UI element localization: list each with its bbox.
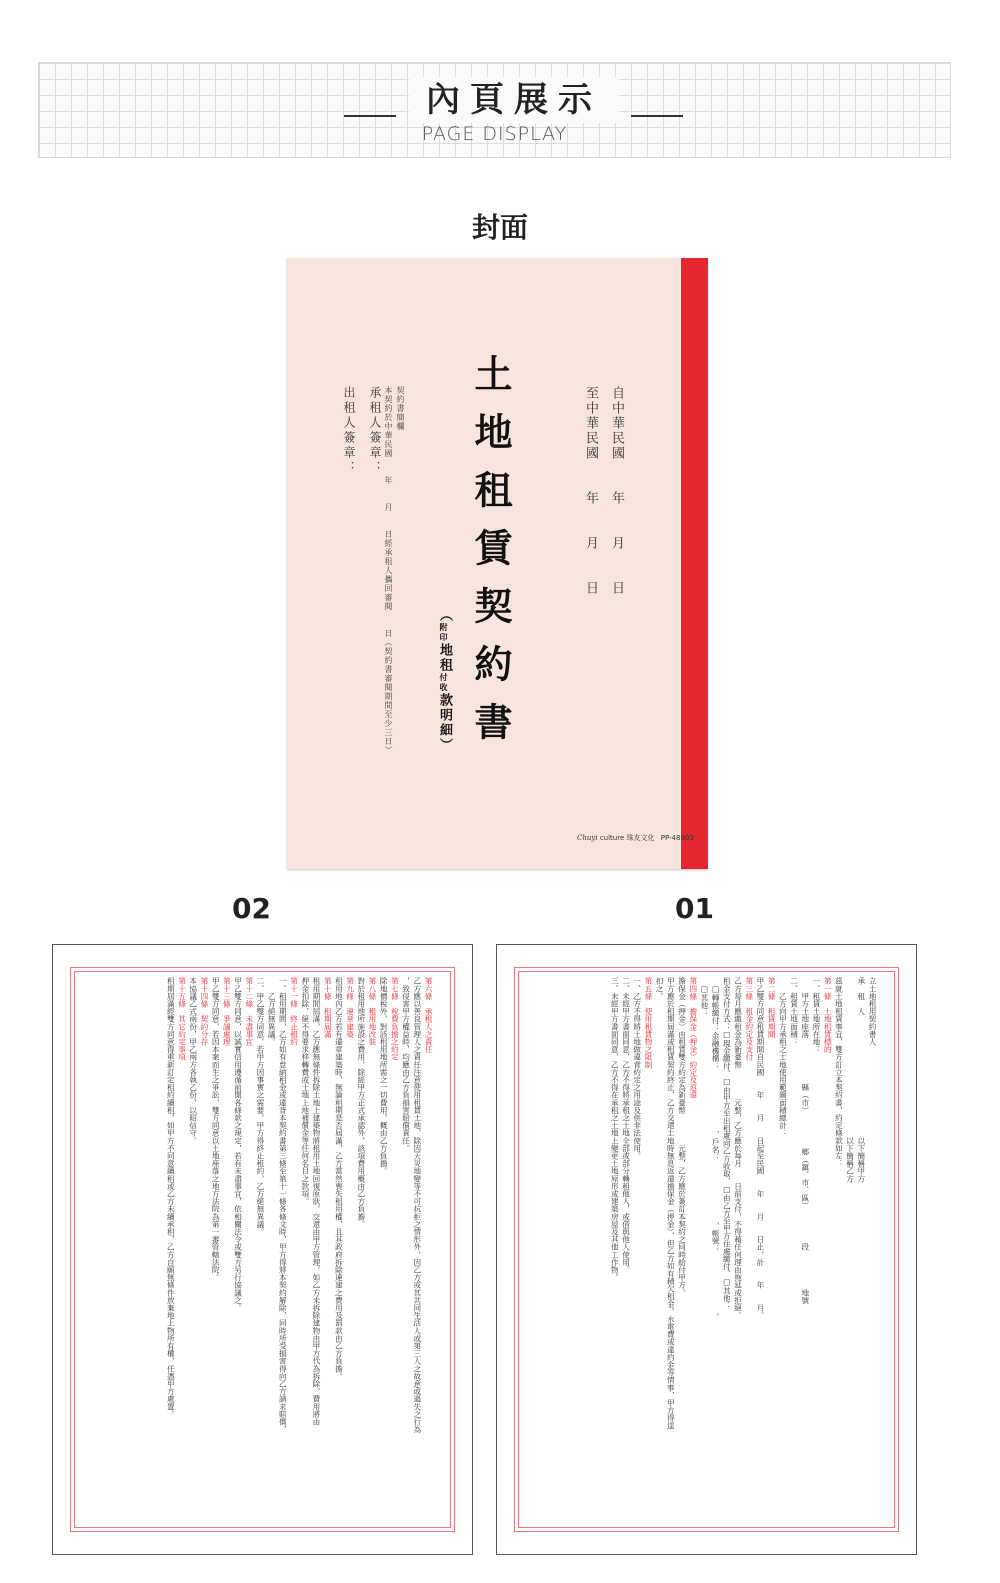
clause-heading: 第十一條 終止租約 <box>289 977 299 1046</box>
clause-line: 租用期間屆滿，乙方應無條件拆除土地上建築物將租用土地回復原狀，交還由甲方管理，如乙方未拆除建物由甲方代為拆除，費用將由 <box>311 977 321 1426</box>
page-number-left: 02 <box>232 892 271 925</box>
clause-heading: 第四條 擔保金（押金）約定及返還 <box>688 977 698 1099</box>
clause-line: 三、未經甲方書面同意，乙方不得在承租之土地上變更土地原形或建築房屋及其他工作物。 <box>610 977 620 1281</box>
cover-date-from: 自中華民國 年 月 日 <box>609 386 624 596</box>
cover-subtitle-small2: 付收 <box>439 673 449 693</box>
cover-note-line1: 契約書簡欄 <box>396 386 405 431</box>
clause-heading: 第三條 租金約定及支付 <box>744 977 754 1061</box>
clause-line: 以下簡稱乙方 <box>845 977 855 1183</box>
clause-line: 立土地租用契約書人 <box>868 977 877 1046</box>
clause-line: 二、甲乙雙方同意，若甲方因事實之需要，甲方得終止租約，乙方絕無異議。 <box>255 977 265 1236</box>
publisher-code: PP-48003 <box>660 834 694 842</box>
title-decor-line-right <box>631 115 683 117</box>
cover-note-line2: 本契約於中華民國 年 月 日經承租人攜回審閱 日（契約書審閱期間至少三日） <box>384 386 393 755</box>
clause-line: 對於租用地所施設之費用，除經甲方正式承認外，該項費用概由乙方負擔。 <box>356 977 366 1228</box>
clause-heading: 第十五條 其它約定事項 <box>177 977 187 1061</box>
clause-heading: 第九條 違章建築 <box>345 977 355 1038</box>
page-01-text <box>523 977 878 1507</box>
clause-heading: 第六條 承租人之責任 <box>424 977 433 1053</box>
clause-heading: 第八條 租用地改裝 <box>367 977 377 1046</box>
clause-line: 一、租賃土地所在地： <box>811 977 821 1053</box>
cover-subtitle-end: 款明細 <box>437 693 452 738</box>
title-decor-line-left <box>344 115 396 117</box>
cover-subtitle-main: 地租 <box>437 643 452 673</box>
cover-lessee-sign: 承租人簽章： <box>368 386 382 476</box>
clause-line: 甲乙雙方同意，若因本案而生之爭訟，雙方同意以土地座落之地方法院為第一審管轄法院。 <box>211 977 221 1281</box>
cover-red-stripe <box>681 258 708 869</box>
inner-page-01 <box>496 944 917 1555</box>
cover-publisher-footer <box>577 833 694 843</box>
page-02-text <box>79 977 434 1507</box>
clause-heading: 第五條 使用租賃物之限制 <box>643 977 653 1069</box>
clause-heading: 第二條 租賃期間 <box>767 977 777 1038</box>
clause-line: 一、租用期間，乙方如有怠納租金或違背本契約書第三條至第十一條各條文時，甲方得將本契約解除，同時所受損害得向乙方請求賠償， <box>278 977 288 1433</box>
publisher-culture: culture <box>599 834 625 842</box>
clause-line: 乙方應以善良管理人之責任注意使用租賃土地，除因天災地變等不可抗拒之情形外，因乙方或其共同生活人或第三人之故意或過失之行為 <box>412 977 422 1433</box>
cover-subtitle-open: （ <box>437 608 452 623</box>
clause-heading: 第十條 租期屆滿 <box>323 977 333 1038</box>
clause-line: 承 租 人 以下簡稱甲方 <box>856 977 866 1183</box>
page-display-header <box>38 62 951 158</box>
clause-line: 甲方應於租期屆滿或租賃契約終止，乙方交還土地時無息返還擔保金（押金），但乙方如有積欠租金、水電費或違約金等情事，甲方得逕 <box>666 977 676 1430</box>
clause-line: 擔保金（押金）由租賃雙方約定為新臺幣 元整，乙方應於簽訂本契約之同時給付甲方。 <box>677 977 687 1297</box>
clause-line: 租金支付方式：□現金繳付、□由甲方至出租處向乙方收取、□由乙方至甲方住處繳付、□其他： <box>722 977 732 1310</box>
header-title-row <box>39 77 950 123</box>
clause-line: 乙方每月應繳租金為新臺幣 元整，乙方應於每月 日前支付，不得藉任何理由拖延或拒絕。 <box>733 977 743 1319</box>
clause-line: 本協議乙式兩份，甲乙兩方各執乙份，以昭信守。 <box>188 977 198 1145</box>
cover-subtitle-small: 附印 <box>439 623 449 643</box>
clause-line: 二、未經甲方書面同意，乙方不得將承租之土地全部或部分轉租他人，或借與他人使用。 <box>621 977 631 1274</box>
cover-lessor-sign: 出租人簽章： <box>342 386 356 476</box>
clause-line: □其他： <box>699 977 709 1017</box>
publisher-logo: Chuyi <box>577 834 598 842</box>
clause-line: 甲乙雙方同意，以誠實信用遵循前開各條款之規定，若有未盡事宜，依相關法令或雙方另行協議之。 <box>233 977 243 1312</box>
clause-line: ，致侵害甲方權益時，均應由乙方負損害賠償責任。 <box>401 977 411 1152</box>
cover-date-to: 至中華民國 年 月 日 <box>583 386 598 596</box>
header-title-en: PAGE DISPLAY <box>421 123 568 145</box>
clause-heading: 第十三條 爭議處理 <box>222 977 232 1046</box>
clause-line: 乙方絕無異議。 <box>267 977 277 1046</box>
clause-line: 押金扣除，絕不得要求移轉費或土地上地補償金等任何名目之款項。 <box>300 977 310 1205</box>
cover-page <box>287 258 708 869</box>
clause-heading: 第七條 稅費負擔之約定 <box>390 977 400 1061</box>
cover-subtitle <box>435 608 454 753</box>
clause-line: 租期屆滿經雙方同意得重新訂定租約續租，如甲方不同意續租或乙方未續承租，乙方自願無條件放棄地上物所有權，任憑甲方處置。 <box>166 977 176 1418</box>
clause-line: 租用地內乙方若有違章建築時，無論租期是否屆滿，乙方當然喪失租用權，且其政府拆除違建之費用及罰款由乙方負擔。 <box>334 977 344 1380</box>
clause-line: 扣之。 <box>655 977 665 1000</box>
cover-subtitle-close: ） <box>437 738 452 753</box>
clause-line: □轉帳繳付：金融機構： ，戶名： ，帳號： 。 <box>711 977 721 1321</box>
clause-line: 除地價稅外，對該租用地所需之一切費用，概由乙方負擔。 <box>379 977 389 1175</box>
cover-title: 土地租賃契約書 <box>468 354 513 760</box>
cover-section-label: 封面 <box>471 211 528 244</box>
clause-heading: 第一條 土地租賃標的 <box>823 977 833 1053</box>
clause-line: 乙方向甲方承租之土地使用範圍面積總計： <box>778 977 788 1137</box>
inner-page-02 <box>52 944 473 1555</box>
clause-heading: 第十四條 契約分存 <box>199 977 209 1046</box>
page-number-right: 01 <box>675 892 714 925</box>
clause-line: 甲方土地座落 縣（市） 鄉（鎮、市、區） 段 地號 <box>800 977 810 1304</box>
clause-heading: 第十二條 未盡事宜 <box>244 977 254 1046</box>
clause-line: 茲就土地租賃事宜，雙方訂立本契約書，約定條款如左： <box>834 977 844 1167</box>
publisher-name: 珠友文化 <box>626 834 655 842</box>
clause-line: 甲乙雙方同意租賃期間自民國 年 月 日起至民國 年 月 日止，計 年 月。 <box>755 977 765 1319</box>
header-title-cn: 內頁展示 <box>409 77 619 123</box>
clause-line: 一、乙方不得將土地做違背約定之用途及供非法使用。 <box>632 977 642 1160</box>
clause-line: 二、租賃土地面積： <box>789 977 799 1046</box>
